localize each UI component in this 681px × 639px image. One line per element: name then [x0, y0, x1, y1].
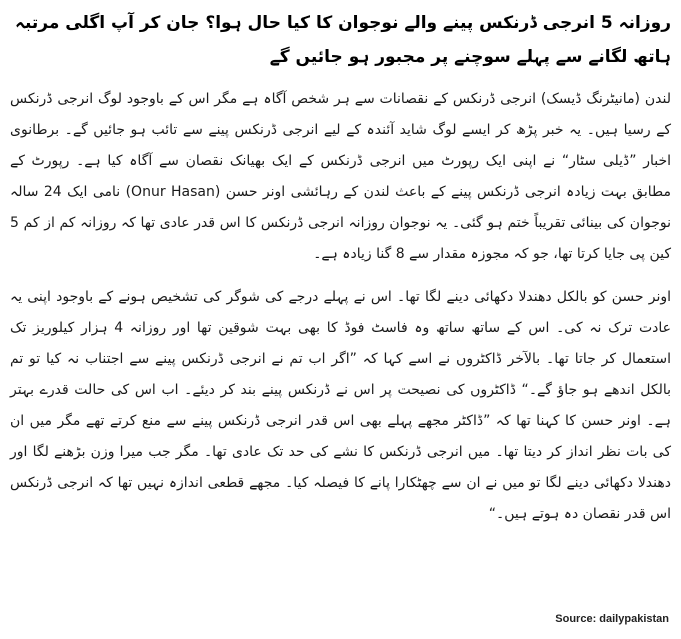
article-paragraph-1: لندن (مانیٹرنگ ڈیسک) انرجی ڈرنکس کے نقصانات سے ہر شخص آگاہ ہے مگر اس کے باوجود لوگ انرجی ڈرنکس کے رسیا ہیں۔ یہ خبر پڑھ کر ایسے لوگ شاید آئندہ کے لیے انرجی ڈرنکس پینے سے تائب ہو جائیں گے۔ برطانوی اخبار ”ڈیلی سٹار“ نے اپنی ایک رپورٹ میں انرجی ڈرنکس کے ایک بھیانک نقصان سے آگاہ کیا ہے۔ رپورٹ کے مطابق بہت زیادہ انرجی ڈرنکس پینے کے باعث لندن کے رہائشی اونر حسن (Onur Hasan) نامی ایک 24 سالہ نوجوان کی بینائی تقریباً ختم ہو گئی۔ یہ نوجوان روزانہ انرجی ڈرنکس کا اس قدر عادی تھا کہ روزانہ کم از کم 5 کین پی جایا کرتا تھا، جو کہ مجوزہ مقدار سے 8 گنا زیادہ ہے۔ — [10, 91, 671, 262]
article-paragraph-2: اونر حسن کو بالکل دھندلا دکھائی دینے لگا تھا۔ اس نے پہلے درجے کی شوگر کی تشخیص ہونے کے باوجود اپنی یہ عادت ترک نہ کی۔ اس کے ساتھ ساتھ وہ فاسٹ فوڈ کا بھی بہت شوقین تھا اور روزانہ 4 ہزار کیلوریز تک استعمال کر جاتا تھا۔ بالآخر ڈاکٹروں نے اسے کہا کہ ”اگر اب تم نے انرجی ڈرنکس پینے سے اجتناب نہ کیا تو تم بالکل اندھے ہو جاؤ گے۔“ ڈاکٹروں کی نصیحت پر اس نے ڈرنکس پینے بند کر دیئے۔ اب اس کی حالت قدرے بہتر ہے۔ اونر حسن کا کہنا تھا کہ ”ڈاکٹر مجھے پہلے بھی اس قدر انرجی ڈرنکس پینے سے منع کرتے تھے مگر میں ان کی بات نظر انداز کر دیتا تھا۔ میں انرجی ڈرنکس کا نشے کی حد تک عادی تھا۔ مگر جب میرا وزن بڑھنے لگا اور دھندلا دکھائی دینے لگا تو میں نے ان سے چھٹکارا پانے کا فیصلہ کیا۔ مجھے قطعی اندازہ نہیں تھا کہ انرجی ڈرنکس اس قدر نقصان دہ ہوتے ہیں۔“ — [10, 289, 671, 522]
article-headline: روزانہ 5 انرجی ڈرنکس پینے والے نوجوان کا کیا حال ہوا؟ جان کر آپ اگلی مرتبہ ہاتھ لگانے سے پہلے سوچنے پر مجبور ہو جائیں گے — [14, 13, 671, 67]
source-credit: Source: dailypakistan — [555, 613, 669, 625]
news-article — [10, 6, 671, 542]
